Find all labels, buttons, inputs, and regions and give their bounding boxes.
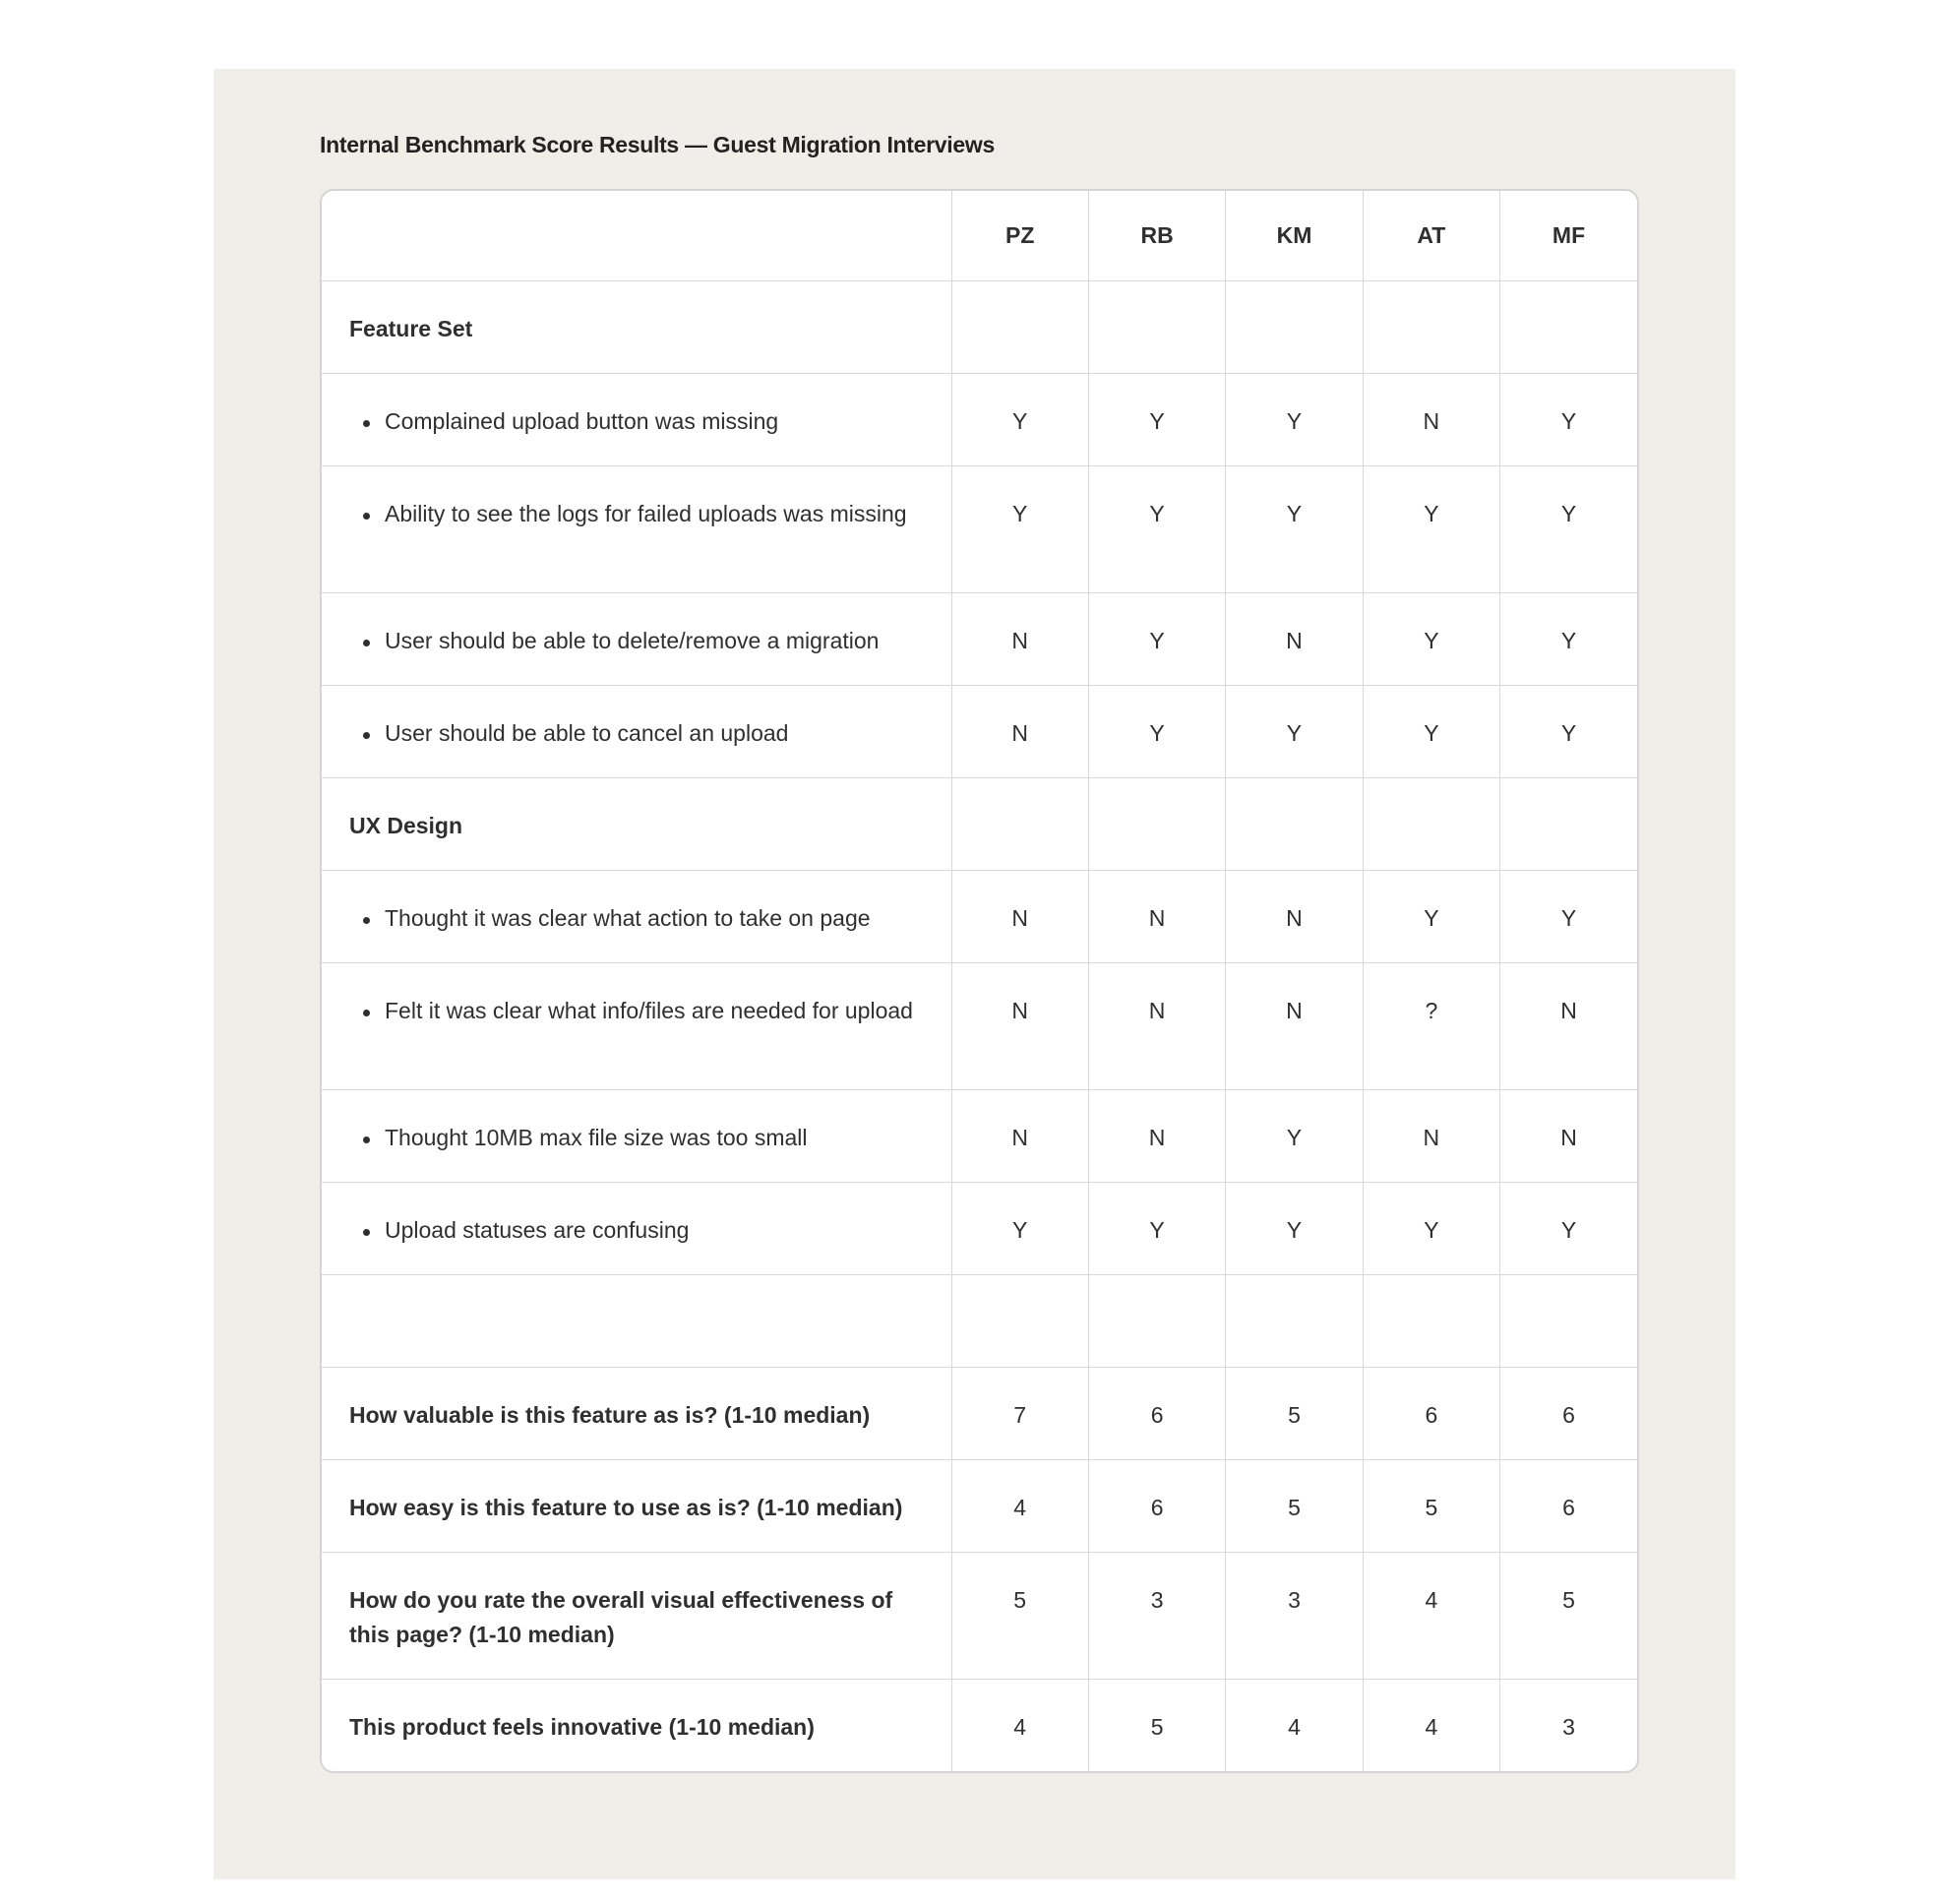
value-cell [1500,1553,1637,1680]
value-cell [951,778,1088,871]
section-label: Feature Set [349,316,473,341]
table-row [322,374,1637,466]
cell-value: Y [1149,501,1165,526]
value-cell [1363,778,1499,871]
table-title: Internal Benchmark Score Results — Guest Migration Interviews [320,132,995,157]
cell-value: Y [1560,1217,1577,1243]
table-row [322,466,1637,593]
cell-value [1500,1275,1637,1306]
value-cell [1363,963,1499,1090]
column-header: AT [1363,191,1499,281]
cell-value: 5 [1150,1714,1164,1740]
row-label: Upload statuses are confusing [322,1183,951,1248]
value-cell [1088,466,1225,593]
row-label: Ability to see the logs for failed uploads was missing [322,466,951,531]
value-cell [1363,1275,1499,1368]
cell-value [952,281,1088,312]
cell-value: 4 [1288,1714,1301,1740]
cell-value: 5 [1288,1495,1301,1520]
cell-value: Y [1149,720,1165,746]
value-cell [1226,1680,1363,1772]
cell-value: N [1560,1125,1577,1150]
cell-value: 5 [1562,1587,1575,1613]
cell-value [1500,281,1637,312]
cell-value: Y [1012,408,1028,434]
row-label: User should be able to delete/remove a migration [322,593,951,658]
value-cell [951,281,1088,374]
row-label: Thought 10MB max file size was too small [322,1090,951,1155]
value-cell [1226,1183,1363,1275]
label-cell [322,778,951,871]
value-cell [1500,466,1637,593]
label-cell [322,963,951,1090]
table-row [322,593,1637,686]
value-cell [1088,281,1225,374]
column-header: PZ [951,191,1088,281]
value-cell [1226,1275,1363,1368]
row-label: This product feels innovative (1-10 median) [349,1714,815,1740]
value-cell [951,686,1088,778]
value-cell [1500,374,1637,466]
cell-value: Y [1286,1125,1303,1150]
value-cell [951,1680,1088,1772]
value-cell [1500,871,1637,963]
row-label: User should be able to cancel an upload [322,686,951,751]
cell-value: 6 [1150,1402,1164,1428]
cell-value: 4 [1013,1495,1027,1520]
value-cell [951,1275,1088,1368]
value-cell [1226,1090,1363,1183]
cell-value: N [1011,628,1028,653]
cell-value: Y [1560,905,1577,931]
table-row [322,1460,1637,1553]
value-cell [1500,1183,1637,1275]
cell-value: Y [1286,501,1303,526]
value-cell [1363,871,1499,963]
value-cell [951,1368,1088,1460]
cell-value [1226,778,1362,809]
value-cell [1500,963,1637,1090]
label-cell [322,1553,951,1680]
cell-value: N [1286,628,1303,653]
benchmark-table [320,189,1639,1773]
value-cell [951,963,1088,1090]
cell-value: N [1423,408,1440,434]
value-cell [1226,1368,1363,1460]
value-cell [1500,686,1637,778]
cell-value [1089,281,1225,312]
label-cell [322,1368,951,1460]
value-cell [1363,593,1499,686]
value-cell [1363,1553,1499,1680]
cell-value [1089,778,1225,809]
value-cell [1363,374,1499,466]
row-label: How do you rate the overall visual effectiveness of this page? (1-10 median) [349,1587,893,1647]
cell-value: Y [1560,628,1577,653]
value-cell [951,871,1088,963]
cell-value: N [1148,905,1166,931]
value-cell [1363,1183,1499,1275]
table-row [322,686,1637,778]
cell-value: Y [1424,1217,1439,1243]
value-cell [951,1553,1088,1680]
label-cell [322,1183,951,1275]
section-row [322,778,1637,871]
value-cell [1363,466,1499,593]
cell-value: N [1560,998,1577,1023]
cell-value [1226,1275,1362,1306]
value-cell [1088,1460,1225,1553]
cell-value [1364,778,1499,809]
label-cell [322,466,951,593]
header-row [322,191,1637,281]
label-cell [322,686,951,778]
value-cell [1088,593,1225,686]
value-cell [1088,686,1225,778]
value-cell [1088,1553,1225,1680]
value-cell [1363,1460,1499,1553]
cell-value: N [1286,998,1303,1023]
value-cell [1226,778,1363,871]
table-row [322,1090,1637,1183]
cell-value: ? [1425,998,1438,1023]
cell-value: N [1423,1125,1440,1150]
value-cell [1226,466,1363,593]
value-cell [1226,1460,1363,1553]
cell-value [1089,1275,1225,1306]
value-cell [1088,1275,1225,1368]
cell-value: Y [1149,628,1165,653]
label-cell [322,1090,951,1183]
header-blank [322,191,951,281]
cell-value: N [1011,998,1028,1023]
cell-value [1226,281,1362,312]
value-cell [1226,686,1363,778]
label-cell [322,1680,951,1772]
cell-value: 6 [1562,1495,1575,1520]
value-cell [1500,1090,1637,1183]
value-cell [1363,1090,1499,1183]
cell-value: Y [1286,1217,1303,1243]
cell-value: Y [1286,720,1303,746]
row-label: Felt it was clear what info/files are needed for upload [322,963,951,1028]
value-cell [1088,374,1225,466]
value-cell [1363,281,1499,374]
cell-value: Y [1012,501,1028,526]
cell-value: Y [1424,628,1439,653]
cell-value [952,1275,1088,1306]
cell-value: Y [1012,1217,1028,1243]
cell-value: 4 [1425,1714,1438,1740]
cell-value: 3 [1288,1587,1301,1613]
cell-value: N [1011,1125,1028,1150]
value-cell [1500,1275,1637,1368]
cell-value [952,778,1088,809]
cell-value: N [1011,720,1028,746]
cell-value: 6 [1562,1402,1575,1428]
table-row [322,1680,1637,1772]
table-row [322,1368,1637,1460]
value-cell [1500,778,1637,871]
table-row [322,963,1637,1090]
value-cell [1088,778,1225,871]
cell-value: 5 [1425,1495,1438,1520]
value-cell [1088,1680,1225,1772]
label-cell [322,281,951,374]
value-cell [1500,1368,1637,1460]
value-cell [1500,1460,1637,1553]
section-row [322,281,1637,374]
value-cell [1226,963,1363,1090]
table-row [322,1553,1637,1680]
value-cell [1500,281,1637,374]
cell-value: 7 [1013,1402,1027,1428]
value-cell [1088,871,1225,963]
value-cell [951,593,1088,686]
label-cell [322,1275,951,1368]
cell-value: Y [1424,501,1439,526]
value-cell [951,374,1088,466]
value-cell [1226,281,1363,374]
value-cell [951,1090,1088,1183]
cell-value: N [1148,998,1166,1023]
value-cell [1226,374,1363,466]
cell-value: Y [1149,408,1165,434]
section-label: UX Design [349,813,463,838]
value-cell [1226,871,1363,963]
cell-value: 5 [1013,1587,1027,1613]
cell-value: 3 [1150,1587,1164,1613]
value-cell [1088,1368,1225,1460]
row-label: Thought it was clear what action to take on page [322,871,951,936]
cell-value: N [1286,905,1303,931]
label-cell [322,374,951,466]
row-label: Complained upload button was missing [322,374,951,439]
row-label: How easy is this feature to use as is? (1-10 median) [349,1495,903,1520]
cell-value: 4 [1425,1587,1438,1613]
value-cell [1500,593,1637,686]
cell-value: Y [1286,408,1303,434]
value-cell [1363,686,1499,778]
cell-value: Y [1560,408,1577,434]
cell-value: Y [1424,720,1439,746]
cell-value: Y [1424,905,1439,931]
document-panel [213,69,1735,1879]
value-cell [1088,963,1225,1090]
value-cell [1088,1090,1225,1183]
column-header: RB [1088,191,1225,281]
row-label [322,1275,951,1306]
cell-value: 6 [1425,1402,1438,1428]
table-row [322,1275,1637,1368]
label-cell [322,593,951,686]
value-cell [951,466,1088,593]
cell-value: 5 [1288,1402,1301,1428]
cell-value [1364,1275,1499,1306]
value-cell [1363,1680,1499,1772]
table-row [322,871,1637,963]
cell-value: 4 [1013,1714,1027,1740]
cell-value: 3 [1562,1714,1575,1740]
row-label: How valuable is this feature as is? (1-10 median) [349,1402,871,1428]
value-cell [951,1460,1088,1553]
cell-value [1500,778,1637,809]
cell-value: Y [1149,1217,1165,1243]
column-header: KM [1226,191,1363,281]
label-cell [322,871,951,963]
value-cell [1226,1553,1363,1680]
label-cell [322,1460,951,1553]
cell-value: N [1011,905,1028,931]
cell-value: N [1148,1125,1166,1150]
cell-value: 6 [1150,1495,1164,1520]
table-row [322,1183,1637,1275]
column-header: MF [1500,191,1637,281]
value-cell [1088,1183,1225,1275]
cell-value: Y [1560,501,1577,526]
cell-value: Y [1560,720,1577,746]
value-cell [1363,1368,1499,1460]
cell-value [1364,281,1499,312]
value-cell [1500,1680,1637,1772]
value-cell [951,1183,1088,1275]
value-cell [1226,593,1363,686]
